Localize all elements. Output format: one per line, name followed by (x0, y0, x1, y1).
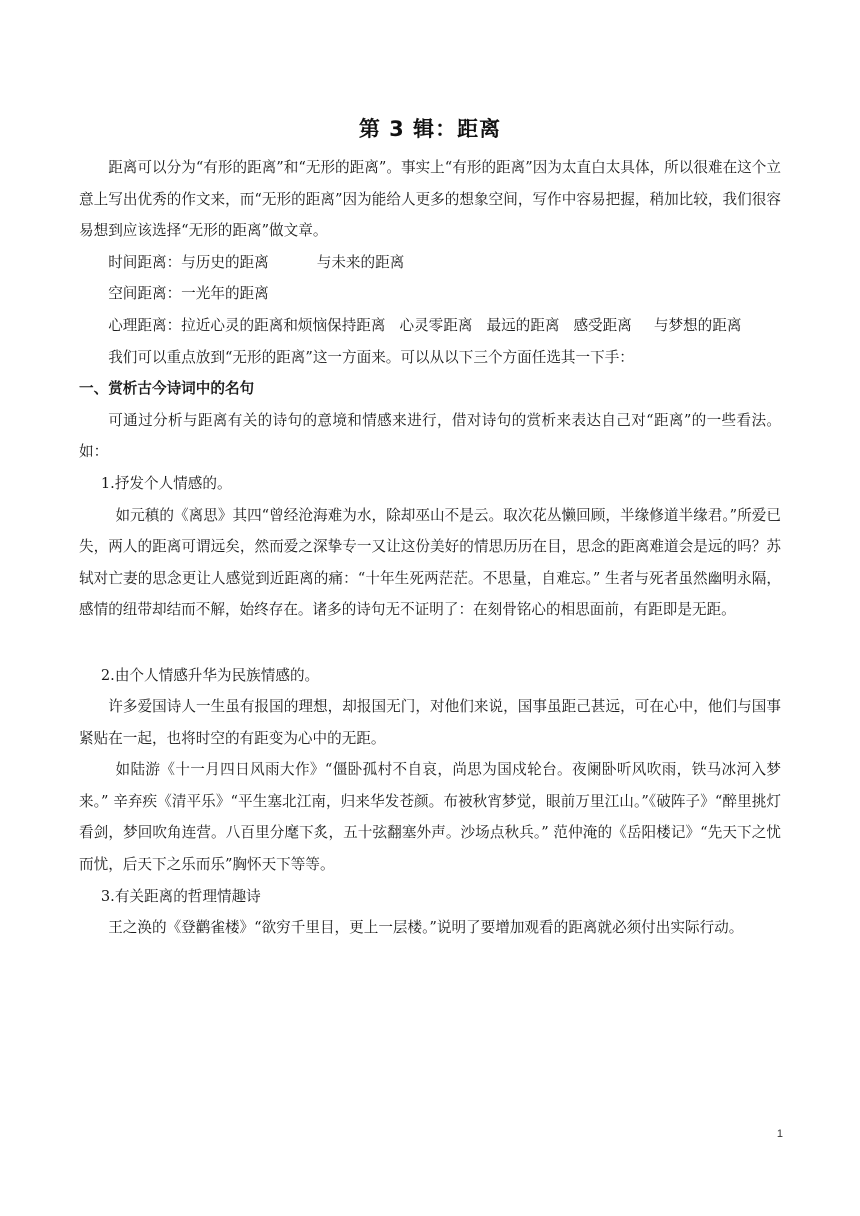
mind-distance-label: 心理距离：拉近心灵的距离和烦恼保持距离 (108, 316, 386, 334)
intro-paragraph: 距离可以分为“有形的距离”和“无形的距离”。事实上“有形的距离”因为太直白太具体，所以很难在这个立意上写出优秀的作文来，而“无形的距离”因为能给人更多的想象空间，写作中容易把握，稍加比较，我们很容易想到应该选择“无形的距离”做文章。 (79, 159, 781, 240)
time-distance-extra: 与未来的距离 (316, 253, 405, 271)
time-distance-line (79, 247, 781, 279)
item-2-examples: 如陆游《十一月四日风雨大作》“僵卧孤村不自哀，尚思为国戍轮台。夜阑卧听风吹雨，铁马冰河入梦来。” 辛弃疾《清平乐》“平生塞北江南，归来华发苍颜。布被秋宵梦觉，眼前万里江山。”《破阵子》“醉里挑灯看剑，梦回吹角连营。八百里分麾下炙，五十弦翻塞外声。沙场点秋兵。” 范仲淹的《岳阳楼记》“先天下之忧而忧，后天下之乐而乐”胸怀天下等等。 (79, 761, 781, 874)
item-1-title: 1.抒发个人情感的。 (100, 474, 232, 492)
mind-distance-line (79, 310, 781, 342)
item-3-title: 3.有关距离的哲理情趣诗 (100, 887, 261, 905)
mind-item-1: 心灵零距离 (399, 316, 473, 334)
document-body (79, 152, 781, 944)
page-title: 第 3 辑：距离 (358, 117, 502, 141)
item-3-body: 王之涣的《登鹳雀楼》“欲穷千里目，更上一层楼。”说明了要增加观看的距离就必须付出实际行动。 (108, 919, 744, 937)
time-distance-label: 时间距离：与历史的距离 (108, 253, 269, 271)
page-number: 1 (776, 1128, 783, 1140)
item-2-body: 许多爱国诗人一生虽有报国的理想，却报国无门，对他们来说，国事虽距己甚远，可在心中，他们与国事紧贴在一起，也将时空的有距变为心中的无距。 (79, 698, 781, 747)
item-2-title: 2.由个人情感升华为民族情感的。 (100, 666, 320, 684)
section-heading: 一、赏析古今诗词中的名句 (79, 380, 255, 398)
item-1-body: 如元稹的《离思》其四“曾经沧海难为水，除却巫山不是云。取次花丛懒回顾，半缘修道半缘君。”所爱已失，两人的距离可谓远矣，然而爱之深挚专一又让这份美好的情思历历在目，思念的距离难道会是远的吗？苏轼对亡妻的思念更让人感觉到近距离的痛：“十年生死两茫茫。不思量，自难忘。” 生者与死者虽然幽明永隔，感情的纽带却结而不解，始终存在。诸多的诗句无不证明了：在刻骨铭心的相思面前，有距即是无距。 (79, 506, 781, 619)
mind-item-3: 感受距离 (573, 316, 632, 334)
mind-item-2: 最远的距离 (486, 316, 560, 334)
mind-item-4: 与梦想的距离 (653, 316, 742, 334)
blank-line (79, 626, 781, 658)
section-intro: 可通过分析与距离有关的诗句的意境和情感来进行，借对诗句的赏析来表达自己对“距离”的一些看法。如： (79, 411, 781, 461)
focus-paragraph: 我们可以重点放到“无形的距离”这一方面来。可以从以下三个方面任选其一下手： (108, 348, 634, 366)
space-distance-line: 空间距离：一光年的距离 (108, 285, 269, 303)
